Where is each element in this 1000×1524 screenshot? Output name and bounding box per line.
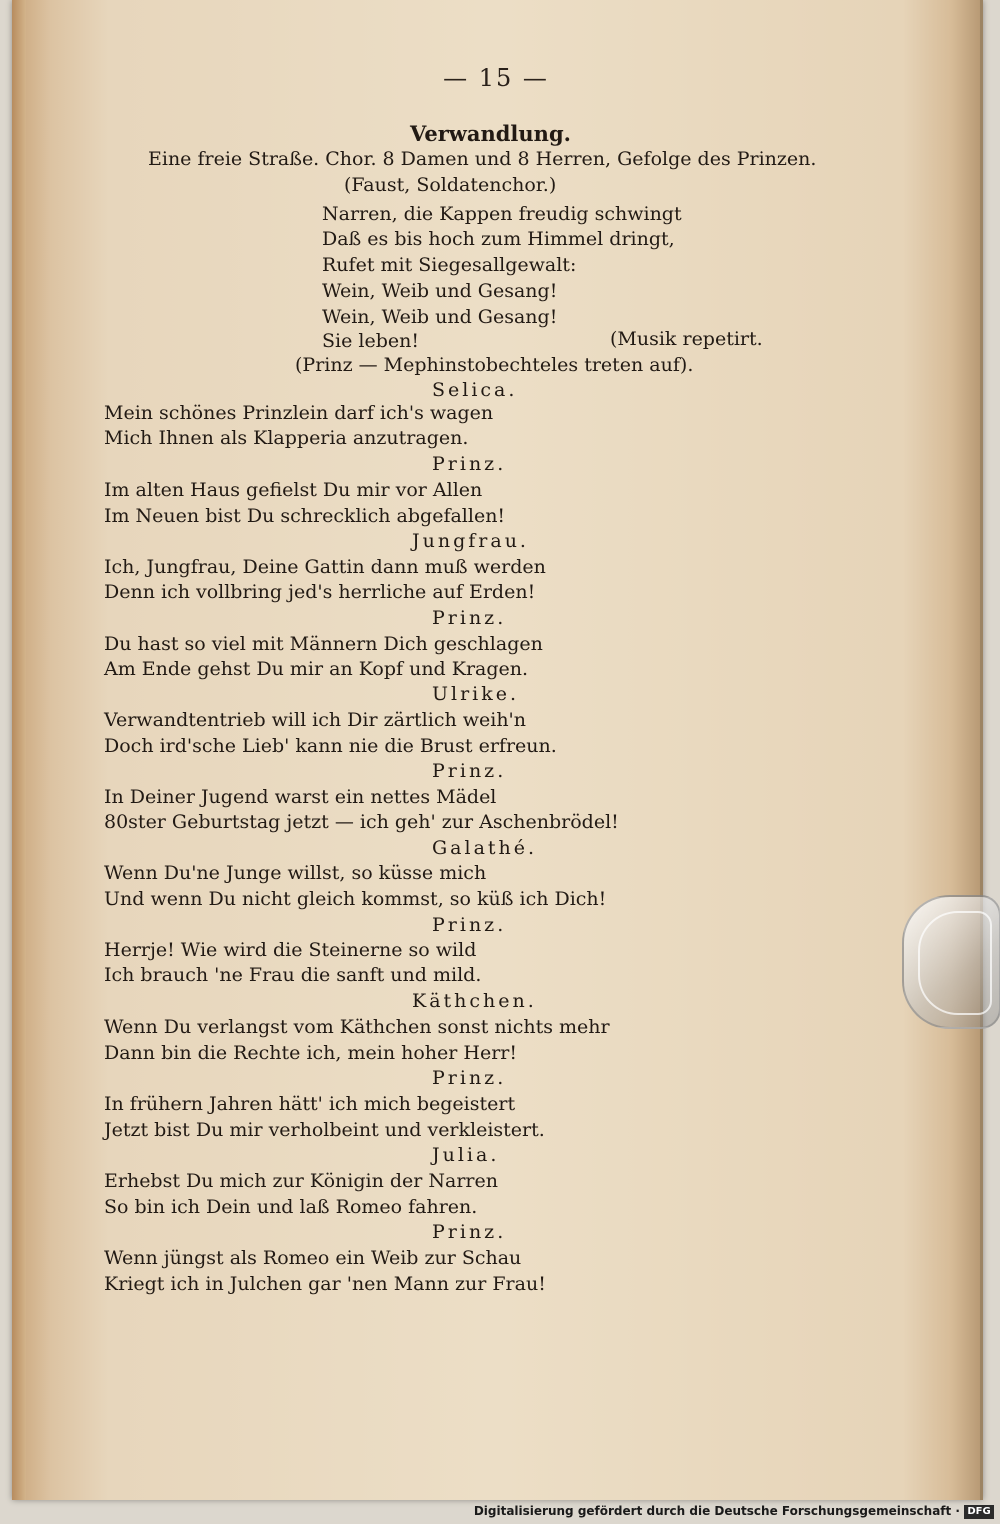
verse-line: Wenn Du'ne Junge willst, so küsse mich (104, 862, 487, 884)
verse-line: Rufet mit Siegesallgewalt: (322, 254, 577, 276)
verse-line: Im Neuen bist Du schrecklich abgefallen! (104, 505, 506, 527)
verse-line: Wenn jüngst als Romeo ein Weib zur Schau (104, 1247, 522, 1269)
verse-line: Wenn Du verlangst vom Käthchen sonst nichts mehr (104, 1016, 610, 1038)
verse-line: Und wenn Du nicht gleich kommst, so küß ich Dich! (104, 888, 607, 910)
stage-direction: (Musik repetirt. (610, 328, 763, 350)
verse-line: 80ster Geburtstag jetzt — ich geh' zur Aschenbrödel! (104, 811, 619, 833)
page-spine-shadow (12, 0, 26, 1500)
speaker-name: Galathé. (432, 837, 538, 859)
verse-line: Kriegt ich in Julchen gar 'nen Mann zur Frau! (104, 1273, 546, 1295)
verse-line: In Deiner Jugend warst ein nettes Mädel (104, 786, 497, 808)
verse-line: Sie leben! (322, 330, 419, 352)
speaker-name: Prinz. (432, 607, 507, 629)
speaker-name: Prinz. (432, 1221, 507, 1243)
verse-line: Du hast so viel mit Männern Dich geschlagen (104, 633, 543, 655)
verse-line: Erhebst Du mich zur Königin der Narren (104, 1170, 498, 1192)
speaker-name: Käthchen. (412, 990, 537, 1012)
verse-line: Wein, Weib und Gesang! (322, 280, 558, 302)
verse-line: Ich, Jungfrau, Deine Gattin dann muß werden (104, 556, 546, 578)
verse-line: Im alten Haus gefielst Du mir vor Allen (104, 479, 483, 501)
dfg-logo: DFG (964, 1505, 994, 1519)
verse-line: Verwandtentrieb will ich Dir zärtlich weih'n (104, 709, 527, 731)
speaker-name: Selica. (432, 379, 518, 401)
verse-line: Mich Ihnen als Klapperia anzutragen. (104, 427, 469, 449)
verse-line: Ich brauch 'ne Frau die sanft und mild. (104, 964, 482, 986)
speaker-name: Julia. (432, 1144, 500, 1166)
stage-direction: (Prinz — Mephinstobechteles treten auf). (295, 354, 694, 376)
verse-line: Dann bin die Rechte ich, mein hoher Herr! (104, 1042, 517, 1064)
speaker-name: Jungfrau. (412, 530, 529, 552)
verse-line: Doch ird'sche Lieb' kann nie die Brust erfreun. (104, 735, 557, 757)
speaker-name: Prinz. (432, 453, 507, 475)
digitization-credit: Digitalisierung gefördert durch die Deutsche Forschungsgemeinschaft · (473, 1504, 960, 1518)
verse-line: Denn ich vollbring jed's herrliche auf Erden! (104, 581, 536, 603)
verse-line: Am Ende gehst Du mir an Kopf und Kragen. (104, 658, 529, 680)
book-page (12, 0, 983, 1500)
speaker-name: Ulrike. (432, 683, 520, 705)
speaker-name: Prinz. (432, 1067, 507, 1089)
verse-line: Jetzt bist Du mir verholbeint und verkleistert. (104, 1119, 545, 1141)
verse-line: Herrje! Wie wird die Steinerne so wild (104, 939, 477, 961)
scene-heading: Verwandlung. (410, 121, 571, 146)
speaker-name: Prinz. (432, 760, 507, 782)
stage-direction: Eine freie Straße. Chor. 8 Damen und 8 Herren, Gefolge des Prinzen. (148, 148, 817, 170)
verse-line: Mein schönes Prinzlein darf ich's wagen (104, 402, 494, 424)
verse-line: Wein, Weib und Gesang! (322, 306, 558, 328)
verse-line: Narren, die Kappen freudig schwingt (322, 203, 682, 225)
verse-line: So bin ich Dein und laß Romeo fahren. (104, 1196, 478, 1218)
paper-clip-inner (918, 911, 992, 1015)
stage-direction: (Faust, Soldatenchor.) (344, 174, 557, 196)
page-number: — 15 — (443, 64, 549, 92)
speaker-name: Prinz. (432, 914, 507, 936)
verse-line: Daß es bis hoch zum Himmel dringt, (322, 228, 675, 250)
verse-line: In frühern Jahren hätt' ich mich begeistert (104, 1093, 516, 1115)
paper-clip-icon (902, 895, 1000, 1029)
